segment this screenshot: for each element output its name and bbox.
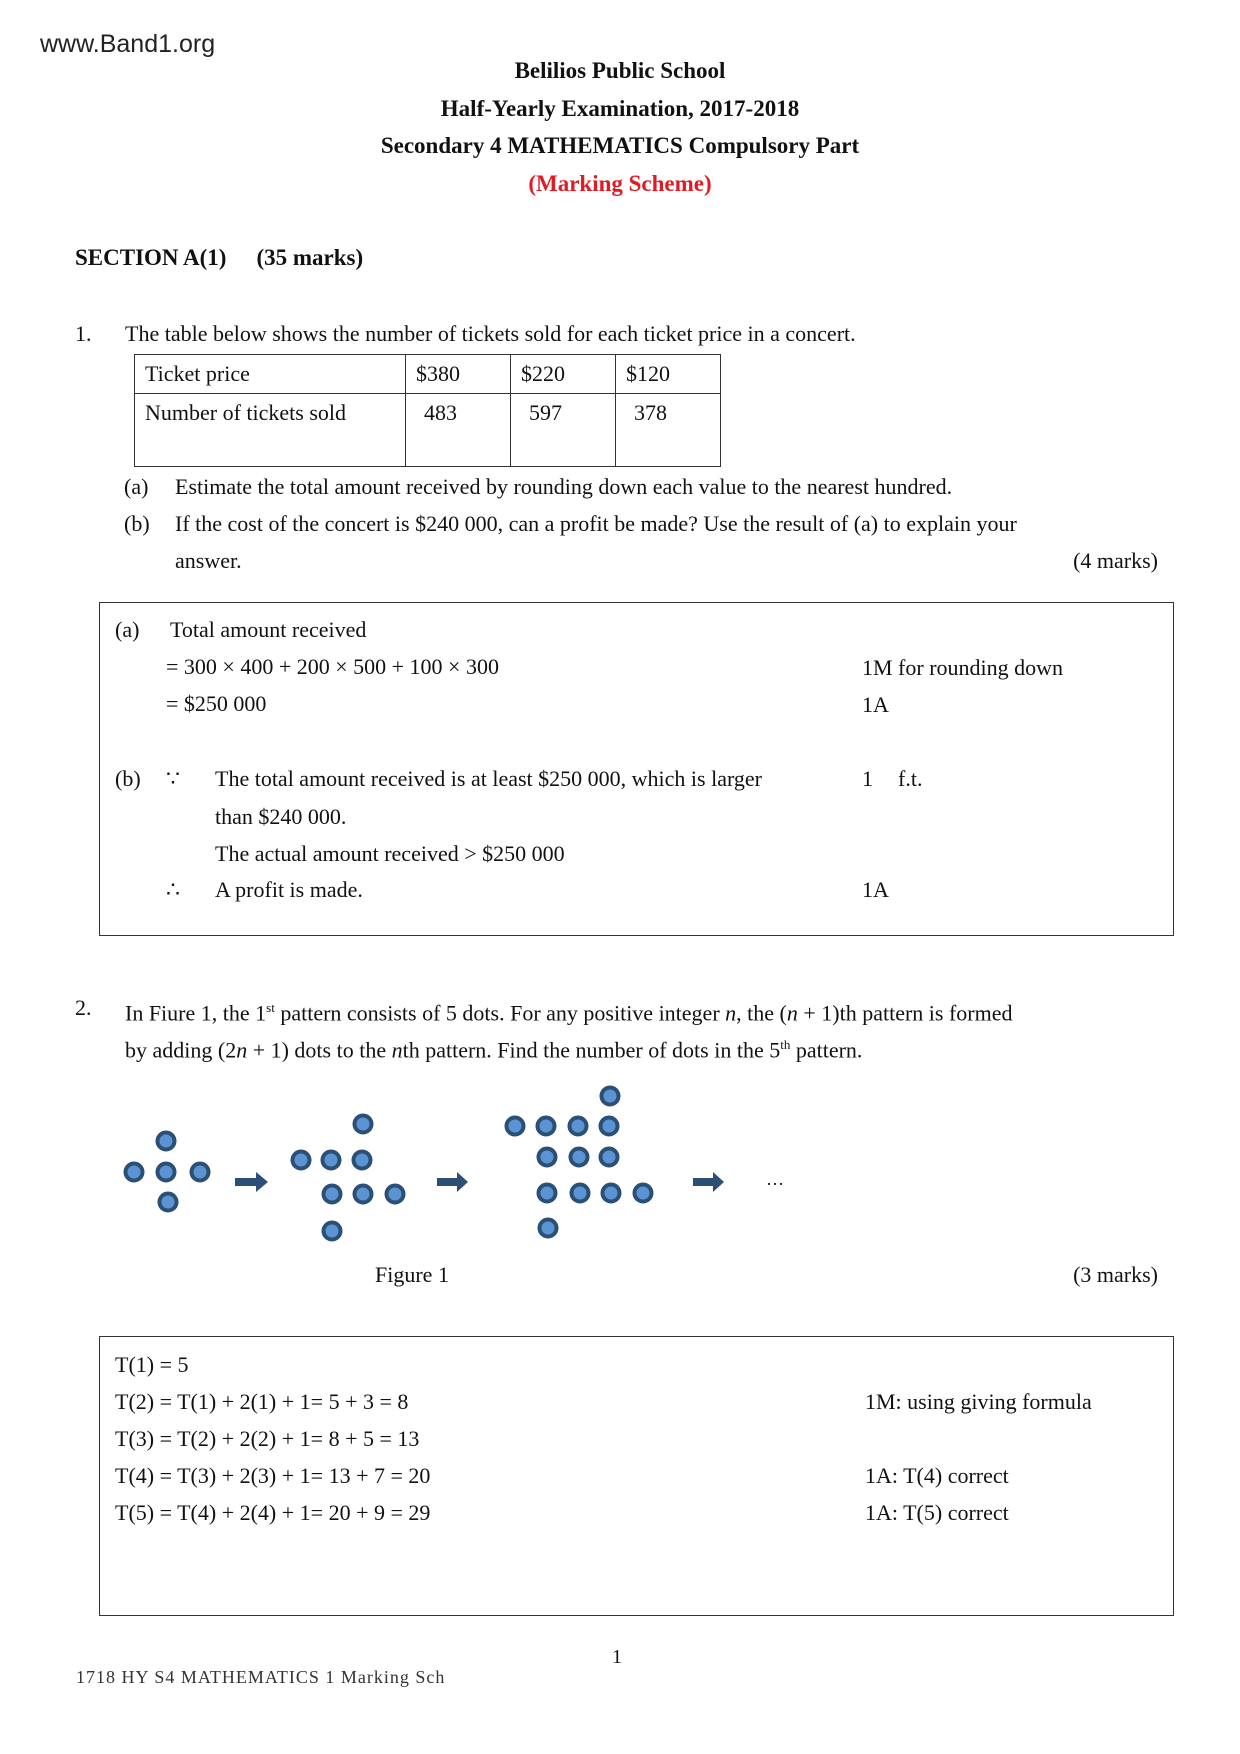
sol-b-line: A profit is made. [215, 877, 363, 902]
table-header-ticket-price: Ticket price [135, 355, 406, 394]
q2-text: + 1)th pattern is formed [797, 1000, 1013, 1026]
sol-q2-line: T(1) = 5 [115, 1352, 189, 1377]
tickets-cell: 597 [511, 394, 616, 467]
sol-b-label: (b) [115, 766, 141, 791]
because-symbol: ∵ [166, 766, 180, 791]
ticket-table [134, 354, 721, 467]
price-cell: $220 [511, 355, 616, 394]
sol-a-label: (a) [115, 617, 140, 642]
sol-q2-note: 1M: using giving formula [865, 1389, 1092, 1414]
q2-sup: th [780, 1037, 791, 1052]
q1-part-b-text-cont: answer. [175, 548, 242, 573]
sol-b-mark: 1 [862, 766, 873, 791]
table-row [135, 355, 721, 394]
price-cell: $380 [406, 355, 511, 394]
sol-q2-line: T(2) = T(1) + 2(1) + 1= 5 + 3 = 8 [115, 1389, 409, 1414]
q2-marks: (3 marks) [1073, 1262, 1158, 1287]
q1-part-b-label: (b) [124, 511, 150, 536]
dot-pattern-1 [126, 1133, 209, 1211]
sol-q2-note: 1A: T(5) correct [865, 1500, 1009, 1525]
arrow-icon [437, 1172, 468, 1192]
sol-q2-line: T(3) = T(2) + 2(2) + 1= 8 + 5 = 13 [115, 1426, 420, 1451]
q1-part-a-label: (a) [124, 474, 149, 499]
sol-b-final-note: 1A [862, 877, 889, 902]
therefore-symbol: ∴ [166, 877, 180, 902]
section-heading [75, 245, 363, 271]
marking-scheme-label: (Marking Scheme) [528, 171, 712, 196]
sol-a-line: = $250 000 [166, 691, 267, 716]
tickets-cell: 483 [406, 394, 511, 467]
figure-1-dot-patterns [0, 1070, 1240, 1250]
figure-caption: Figure 1 [375, 1262, 449, 1287]
subject-title: Secondary 4 MATHEMATICS Compulsory Part [380, 133, 860, 158]
q2-text: by adding (2 [125, 1037, 237, 1063]
q2-var-n: n [391, 1037, 403, 1063]
section-title: SECTION A(1) [75, 245, 227, 270]
sol-q2-line: T(5) = T(4) + 2(4) + 1= 20 + 9 = 29 [115, 1500, 431, 1525]
table-row [135, 394, 721, 467]
sol-a-line: Total amount received [170, 617, 367, 642]
pattern-ellipsis: … [766, 1169, 784, 1189]
q2-sup: st [266, 1000, 275, 1015]
sol-q2-note: 1A: T(4) correct [865, 1463, 1009, 1488]
q2-text: In Fiure 1, the 1 [125, 1000, 267, 1026]
page-number: 1 [612, 1646, 622, 1668]
q1-part-b-text: If the cost of the concert is $240 000, can a profit be made? Use the result of (a) to explain your [175, 511, 1017, 536]
section-marks: (35 marks) [256, 245, 364, 270]
sol-a-line: = 300 × 400 + 200 × 500 + 100 × 300 [166, 654, 499, 679]
sol-a-note: 1A [862, 692, 889, 717]
sol-q2-line: T(4) = T(3) + 2(3) + 1= 13 + 7 = 20 [115, 1463, 431, 1488]
q2-text: pattern. [790, 1037, 863, 1063]
exam-title: Half-Yearly Examination, 2017-2018 [440, 96, 800, 121]
page-footer [76, 1667, 446, 1687]
q2-number: 2. [75, 995, 92, 1020]
price-cell: $120 [616, 355, 721, 394]
q1-marks: (4 marks) [1073, 548, 1158, 573]
q2-text: + 1) dots to the [247, 1037, 392, 1063]
q2-stem-line2 [125, 1028, 862, 1067]
q2-var-n: n [786, 1000, 798, 1026]
q1-stem: The table below shows the number of tickets sold for each ticket price in a concert. [125, 321, 856, 346]
tickets-cell: 378 [616, 394, 721, 467]
sol-b-line: than $240 000. [215, 804, 347, 829]
school-name: Belilios Public School [514, 58, 726, 83]
q2-text: , the ( [736, 1000, 787, 1026]
sol-b-line: The actual amount received > $250 000 [215, 841, 565, 866]
q2-var-n: n [725, 1000, 737, 1026]
footer-text: 1718 HY S4 MATHEMATICS 1 Marking Sch [76, 1667, 446, 1687]
q2-text: pattern consists of 5 dots. For any positive integer [274, 1000, 726, 1026]
sol-b-ft-note: f.t. [898, 766, 923, 791]
q2-stem-line1 [125, 991, 1013, 1030]
q1-part-a-text: Estimate the total amount received by rounding down each value to the nearest hundred. [175, 474, 953, 499]
table-header-tickets-sold: Number of tickets sold [135, 394, 406, 467]
dot-pattern-3 [507, 1088, 652, 1237]
sol-b-line: The total amount received is at least $250 000, which is larger [215, 766, 762, 791]
arrow-icon [693, 1172, 724, 1192]
q2-text: th pattern. Find the number of dots in the 5 [402, 1037, 781, 1063]
dot-pattern-2 [293, 1116, 404, 1240]
watermark-url: www.Band1.org [40, 30, 216, 58]
arrow-icon [235, 1172, 268, 1192]
sol-a-note: 1M for rounding down [862, 655, 1064, 680]
q1-number: 1. [75, 321, 92, 346]
q2-var-n: n [236, 1037, 248, 1063]
